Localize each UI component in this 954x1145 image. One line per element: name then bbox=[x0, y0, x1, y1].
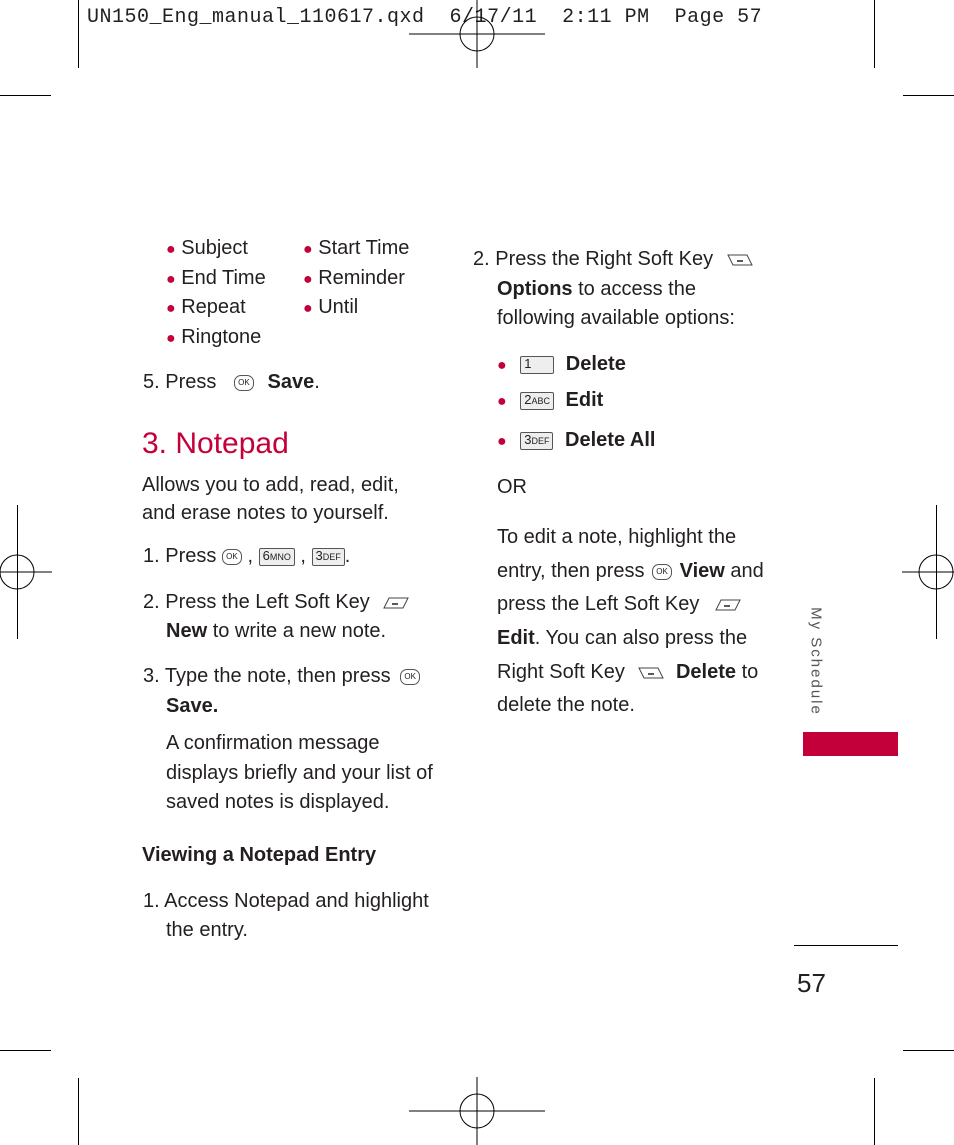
bullet-icon: ● bbox=[166, 271, 176, 288]
field-item: Ringtone bbox=[181, 326, 262, 348]
view-step-line: the entry. bbox=[166, 919, 248, 941]
right-soft-key-icon bbox=[727, 253, 753, 267]
para-text: press the Left Soft Key bbox=[497, 593, 700, 615]
intro-line: and erase notes to yourself. bbox=[142, 502, 389, 524]
option-item bbox=[497, 352, 626, 378]
field-item: Subject bbox=[181, 237, 248, 259]
ok-key-icon: OK bbox=[222, 549, 242, 565]
edit-label: Edit bbox=[497, 627, 535, 649]
page-number: 57 bbox=[797, 968, 826, 998]
step-text: . bbox=[314, 371, 320, 393]
step-text: 1. Press bbox=[143, 545, 217, 567]
field-item: Reminder bbox=[318, 267, 405, 289]
separator: , bbox=[247, 545, 254, 567]
bullet-icon: ● bbox=[497, 357, 507, 374]
para-text: Right Soft Key bbox=[497, 661, 625, 683]
para-line bbox=[497, 626, 747, 650]
field-item: End Time bbox=[181, 267, 266, 289]
crop-mark bbox=[0, 1050, 51, 1051]
view-label: View bbox=[679, 560, 725, 582]
para-line: To edit a note, highlight the bbox=[497, 526, 737, 548]
bullet-icon: ● bbox=[166, 330, 176, 347]
bullet-icon: ● bbox=[166, 300, 176, 317]
ok-key-icon: OK bbox=[400, 669, 420, 685]
crop-mark bbox=[874, 0, 875, 68]
key-3-icon: 3DEF bbox=[312, 548, 345, 566]
confirm-line: saved notes is displayed. bbox=[166, 791, 390, 813]
para-line bbox=[497, 559, 764, 583]
key-3-icon: 3DEF bbox=[520, 432, 553, 450]
right-step-2-line: following available options: bbox=[497, 307, 735, 329]
or-text: OR bbox=[497, 476, 527, 498]
para-text: . You can also press the bbox=[534, 627, 748, 649]
bullet-icon: ● bbox=[166, 241, 176, 258]
side-tab-bar bbox=[803, 732, 898, 756]
para-text: and bbox=[730, 560, 764, 582]
options-label: Options bbox=[497, 278, 573, 300]
crop-mark bbox=[874, 1078, 875, 1145]
step-text: 2. Press the Right Soft Key bbox=[473, 248, 714, 270]
left-soft-key-icon bbox=[383, 596, 409, 610]
ok-key-icon: OK bbox=[234, 375, 254, 391]
right-soft-key-icon bbox=[638, 666, 664, 680]
view-step-line: 1. Access Notepad and highlight bbox=[143, 890, 429, 912]
option-label: Delete All bbox=[565, 429, 656, 451]
crop-mark bbox=[78, 1078, 79, 1145]
separator: , bbox=[300, 545, 306, 567]
registration-mark-icon bbox=[902, 538, 954, 606]
bullet-icon: ● bbox=[497, 393, 507, 410]
new-label: New bbox=[166, 620, 208, 642]
crop-mark bbox=[903, 95, 954, 96]
registration-mark-icon bbox=[409, 1077, 545, 1145]
option-item bbox=[497, 428, 655, 454]
para-line bbox=[497, 660, 758, 684]
bullet-icon: ● bbox=[303, 271, 313, 288]
bullet-icon: ● bbox=[303, 300, 313, 317]
print-slug: UN150_Eng_manual_110617.qxd 6/17/11 2:11 PM Page 57 bbox=[87, 6, 763, 29]
separator: . bbox=[344, 545, 351, 567]
key-1-icon: 1 bbox=[520, 356, 554, 374]
para-text: entry, then press bbox=[497, 560, 645, 582]
sub-heading: Viewing a Notepad Entry bbox=[142, 844, 377, 866]
option-item bbox=[497, 388, 603, 414]
section-title: 3. Notepad bbox=[142, 427, 289, 460]
crop-mark bbox=[0, 95, 51, 96]
step-2-line bbox=[166, 619, 386, 643]
page-rule bbox=[794, 945, 898, 946]
field-item: Until bbox=[318, 296, 359, 318]
para-line bbox=[497, 592, 741, 616]
option-label: Delete bbox=[565, 353, 626, 375]
right-step-2-line bbox=[473, 247, 753, 271]
para-line: delete the note. bbox=[497, 694, 635, 716]
step-2-line bbox=[143, 590, 409, 614]
delete-label: Delete bbox=[675, 661, 736, 683]
bullet-icon: ● bbox=[497, 433, 507, 450]
registration-mark-icon bbox=[409, 0, 545, 68]
key-6-icon: 6MNO bbox=[259, 548, 295, 566]
intro-line: Allows you to add, read, edit, bbox=[142, 474, 399, 496]
side-tab-label: My Schedule bbox=[807, 607, 825, 716]
step-text: to write a new note. bbox=[212, 620, 387, 642]
confirm-line: displays briefly and your list of bbox=[166, 762, 433, 784]
crop-mark bbox=[903, 1050, 954, 1051]
field-item: Repeat bbox=[181, 296, 246, 318]
step-1 bbox=[143, 544, 350, 568]
ok-key-icon: OK bbox=[652, 564, 672, 580]
save-label: Save bbox=[267, 371, 315, 393]
crop-mark bbox=[78, 0, 79, 68]
step-3-line bbox=[143, 664, 420, 688]
step-text: to access the bbox=[578, 278, 696, 300]
step-text: 5. Press bbox=[143, 371, 217, 393]
registration-mark-icon bbox=[0, 538, 52, 606]
para-text: to bbox=[741, 661, 759, 683]
option-label: Edit bbox=[565, 389, 604, 411]
left-soft-key-icon bbox=[715, 598, 741, 612]
bullet-icon: ● bbox=[303, 241, 313, 258]
step-text: 2. Press the Left Soft Key bbox=[143, 591, 370, 613]
field-item: Start Time bbox=[318, 237, 410, 259]
right-step-2-line bbox=[497, 277, 696, 301]
confirm-line: A confirmation message bbox=[166, 732, 380, 754]
save-label: Save. bbox=[166, 695, 219, 717]
key-2-icon: 2ABC bbox=[520, 392, 554, 410]
step-5 bbox=[143, 370, 320, 394]
step-text: 3. Type the note, then press bbox=[143, 665, 391, 687]
